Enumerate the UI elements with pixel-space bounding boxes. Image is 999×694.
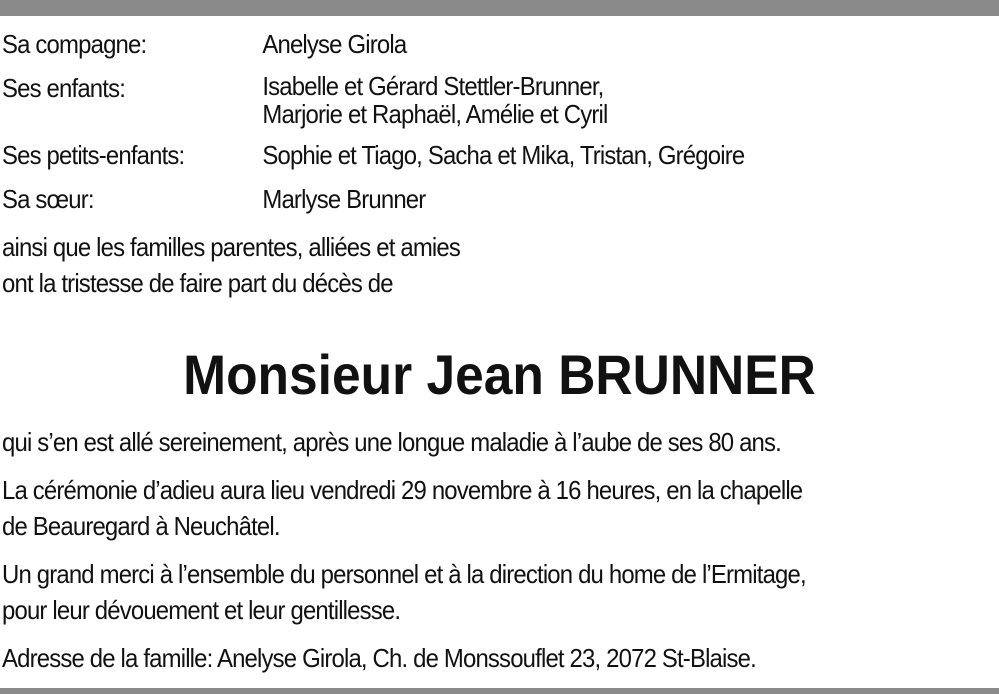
top-rule <box>0 0 999 16</box>
bottom-rule <box>0 688 999 694</box>
family-names <box>262 139 997 172</box>
family-label: Sa compagne: <box>2 29 147 59</box>
paragraph-line: qui s’en est allé sereinement, après une longue maladie à l’aube de ses 80 ans. <box>2 427 781 457</box>
intro-text <box>2 229 997 301</box>
intro-line: ont la tristesse de faire part du décès de <box>2 268 393 298</box>
paragraph-ceremony <box>2 472 997 544</box>
family-row-companion <box>2 28 997 61</box>
family-name-line: Sophie et Tiago, Sacha et Mika, Tristan, Grégoire <box>262 140 745 170</box>
deceased-name-heading: Monsieur Jean BRUNNER <box>183 343 816 406</box>
family-label: Sa sœur: <box>2 184 94 214</box>
family-address: Adresse de la famille: Anelyse Girola, Ch. de Monssouflet 23, 2072 St-Blaise. <box>2 643 756 673</box>
family-name-line: Anelyse Girola <box>262 29 407 59</box>
paragraph-line: pour leur dévouement et leur gentillesse. <box>2 595 401 625</box>
family-name-line: Marjorie et Raphaël, Amélie et Cyril <box>262 99 608 129</box>
family-label: Ses petits-enfants: <box>2 140 185 170</box>
paragraph-line: de Beauregard à Neuchâtel. <box>2 511 280 541</box>
family-names <box>262 28 997 61</box>
family-name-line: Isabelle et Gérard Stettler-Brunner, <box>262 71 604 101</box>
family-row-children <box>2 72 997 128</box>
family-row-grandchildren <box>2 139 997 172</box>
family-name-line: Marlyse Brunner <box>262 184 426 214</box>
paragraph-line: La cérémonie d’adieu aura lieu vendredi 29 novembre à 16 heures, en la chapelle <box>2 475 803 505</box>
family-names <box>262 183 997 216</box>
paragraph-thanks <box>2 556 997 628</box>
paragraph-passing <box>2 424 997 460</box>
notice-body <box>2 424 997 628</box>
paragraph-line: Un grand merci à l’ensemble du personnel et à la direction du home de l’Ermitage, <box>2 559 806 589</box>
family-label: Ses enfants: <box>2 73 126 103</box>
family-row-sister <box>2 183 997 216</box>
intro-line: ainsi que les familles parentes, alliées et amies <box>2 232 461 262</box>
family-names <box>262 72 997 128</box>
family-block <box>2 28 997 301</box>
